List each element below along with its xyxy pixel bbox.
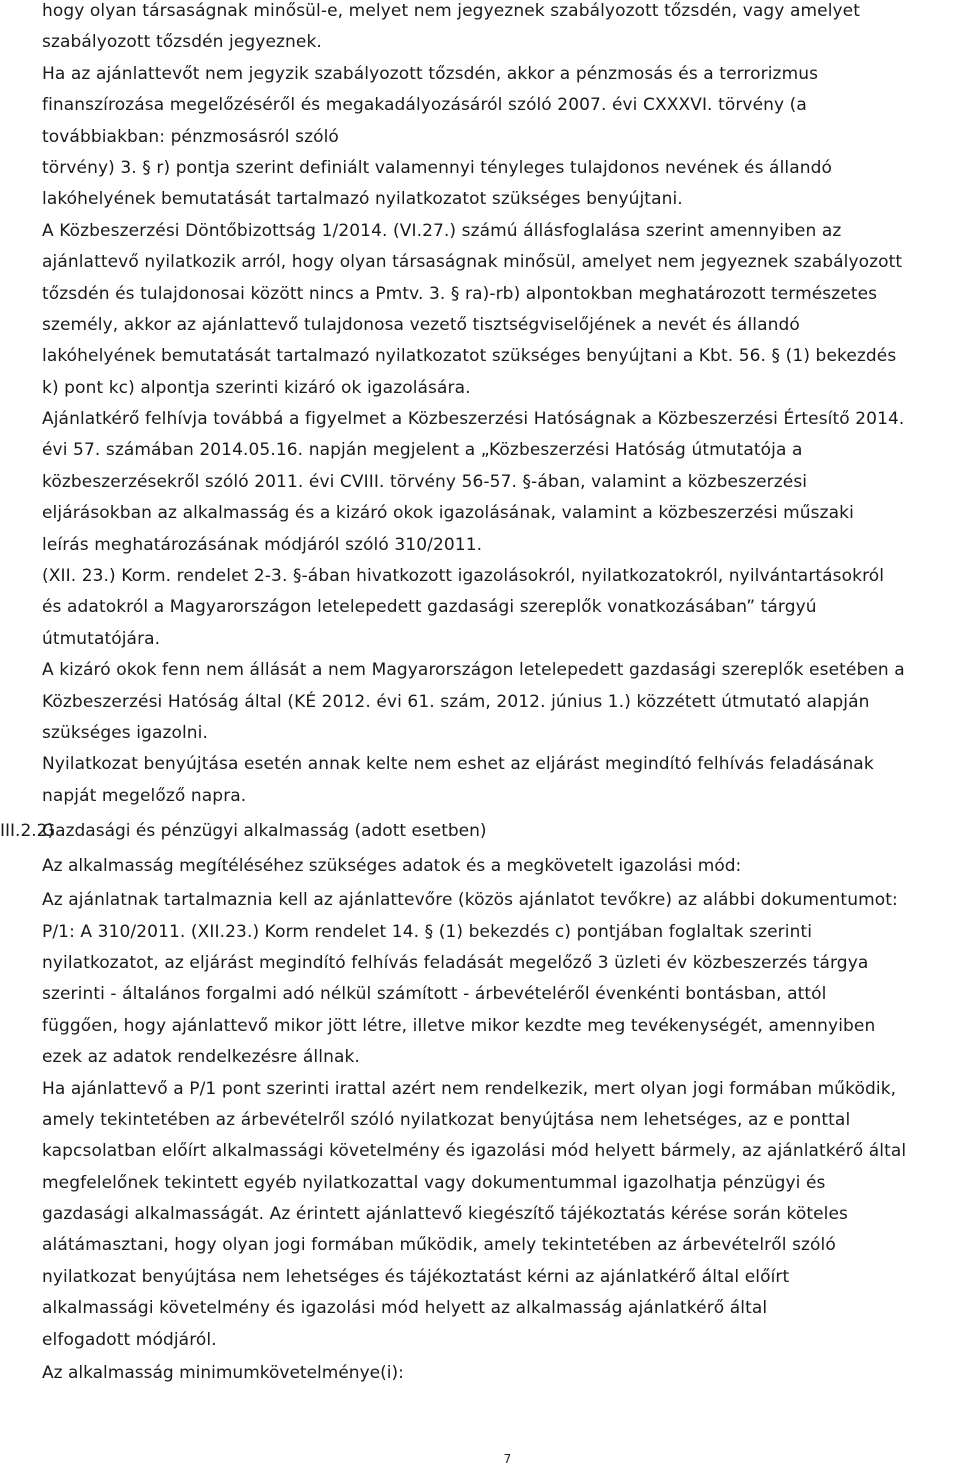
text-line: eljárásokban az alkalmasság és a kizáró okok igazolásának, valamint a közbeszerzési műszaki <box>42 503 854 524</box>
text-line: alátámasztani, hogy olyan jogi formában működik, amely tekintetében az árbevételről szóló <box>42 1235 836 1256</box>
section-title: Gazdasági és pénzügyi alkalmasság (adott esetben) <box>42 821 487 842</box>
text-line: továbbiakban: pénzmosásról szóló <box>42 126 339 147</box>
text-line: (XII. 23.) Korm. rendelet 2-3. §-ában hivatkozott igazolásokról, nyilatkozatokról, nyilvántartásokról <box>42 566 885 587</box>
page-number: 7 <box>503 1452 512 1466</box>
text-line: törvény) 3. § r) pontja szerint definiált valamennyi tényleges tulajdonos nevének és állandó <box>42 157 832 178</box>
text-line: ezek az adatok rendelkezésre állnak. <box>42 1047 360 1068</box>
text-line: ajánlattevő nyilatkozik arról, hogy olyan társaságnak minősül, amelyet nem jegyeznek szabályozott <box>42 252 903 273</box>
text-line: Az ajánlatnak tartalmaznia kell az ajánlattevőre (közös ajánlatot tevőkre) az alábbi dokumentumot: <box>42 890 898 911</box>
text-line: napját megelőző napra. <box>42 785 247 806</box>
text-line: nyilatkozat benyújtása nem lehetséges és tájékoztatást kérni az ajánlatkérő által előírt <box>42 1266 790 1287</box>
paragraph-block-2 <box>42 885 954 1356</box>
text-line: gazdasági alkalmasságát. Az érintett ajánlattevő kiegészítő tájékoztatás kérése során köteles <box>42 1204 848 1225</box>
text-line: Nyilatkozat benyújtása esetén annak kelte nem eshet az eljárást megindító felhívás feladásának <box>42 754 874 775</box>
text-line: Ha az ajánlattevőt nem jegyzik szabályozott tőzsdén, akkor a pénzmosás és a terrorizmus <box>42 63 819 84</box>
text-line: szabályozott tőzsdén jegyeznek. <box>42 32 322 53</box>
text-line: szerinti - általános forgalmi adó nélkül számított - árbevételéről évenkénti bontásban, attól <box>42 984 827 1005</box>
text-line: személy, akkor az ajánlattevő tulajdonosa vezető tisztségviselőjének a nevét és állandó <box>42 314 800 335</box>
text-line: közbeszerzésekről szóló 2011. évi CVIII. törvény 56-57. §-ában, valamint a közbeszerzési <box>42 471 808 492</box>
text-line: Ha ajánlattevő a P/1 pont szerinti irattal azért nem rendelkezik, mert olyan jogi formában működik, <box>42 1078 897 1099</box>
text-line: lakóhelyének bemutatását tartalmazó nyilatkozatot szükséges benyújtani a Kbt. 56. § (1) bekezdés <box>42 346 897 367</box>
text-line: és adatokról a Magyarországon letelepedett gazdasági szereplők vonatkozásában” tárgyú <box>42 597 817 618</box>
text-line: szükséges igazolni. <box>42 722 209 743</box>
section-heading <box>0 816 954 849</box>
section-number: III.2.2) <box>0 821 55 842</box>
minimum-requirements-label: Az alkalmasság minimumkövetelménye(i): <box>42 1363 404 1384</box>
text-line: A Közbeszerzési Döntőbizottság 1/2014. (VI.27.) számú állásfoglalása szerint amennyiben az <box>42 220 842 241</box>
section-subheading: Az alkalmasság megítéléséhez szükséges adatok és a megkövetelt igazolási mód: <box>42 856 742 877</box>
text-line: Közbeszerzési Hatóság által (KÉ 2012. évi 61. szám, 2012. június 1.) közzétett útmutató alapján <box>42 691 870 712</box>
text-line: finanszírozása megelőzéséről és megakadályozásáról szóló 2007. évi CXXXVI. törvény (a <box>42 95 807 116</box>
text-line: elfogadott módjáról. <box>42 1329 217 1350</box>
text-line: tőzsdén és tulajdonosai között nincs a Pmtv. 3. § ra)-rb) alpontokban meghatározott természetes <box>42 283 878 304</box>
paragraph-block-1 <box>42 0 954 812</box>
text-line: Ajánlatkérő felhívja továbbá a figyelmet a Közbeszerzési Hatóságnak a Közbeszerzési Értesítő 2014. <box>42 409 905 430</box>
text-line: alkalmassági követelmény és igazolási mód helyett az alkalmasság ajánlatkérő által <box>42 1298 768 1319</box>
text-line: leírás meghatározásának módjáról szóló 310/2011. <box>42 534 483 555</box>
text-line: amely tekintetében az árbevételről szóló nyilatkozat benyújtása nem lehetséges, az e ponttal <box>42 1109 851 1130</box>
text-line: k) pont kc) alpontja szerinti kizáró ok igazolására. <box>42 377 471 398</box>
text-line: A kizáró okok fenn nem állását a nem Magyarországon letelepedett gazdasági szereplők esetében a <box>42 660 905 681</box>
text-line: megfelelőnek tekintett egyéb nyilatkozattal vagy dokumentummal igazolhatja pénzügyi és <box>42 1172 826 1193</box>
text-line: évi 57. számában 2014.05.16. napján megjelent a „Közbeszerzési Hatóság útmutatója a <box>42 440 803 461</box>
text-line: nyilatkozatot, az eljárást megindító felhívás feladását megelőző 3 üzleti év közbeszerzés tárgya <box>42 952 869 973</box>
text-line: P/1: A 310/2011. (XII.23.) Korm rendelet 14. § (1) bekezdés c) pontjában foglaltak szerinti <box>42 921 813 942</box>
text-line: függően, hogy ajánlattevő mikor jött létre, illetve mikor kezdte meg tevékenységét, amennyiben <box>42 1015 876 1036</box>
text-line: lakóhelyének bemutatását tartalmazó nyilatkozatot szükséges benyújtani. <box>42 189 683 210</box>
text-line: útmutatójára. <box>42 628 161 649</box>
text-line: hogy olyan társaságnak minősül-e, melyet nem jegyeznek szabályozott tőzsdén, vagy amelyet <box>42 1 861 21</box>
text-line: kapcsolatban előírt alkalmassági követelmény és igazolási mód helyett bármely, az ajánlatkérő által <box>42 1141 907 1162</box>
